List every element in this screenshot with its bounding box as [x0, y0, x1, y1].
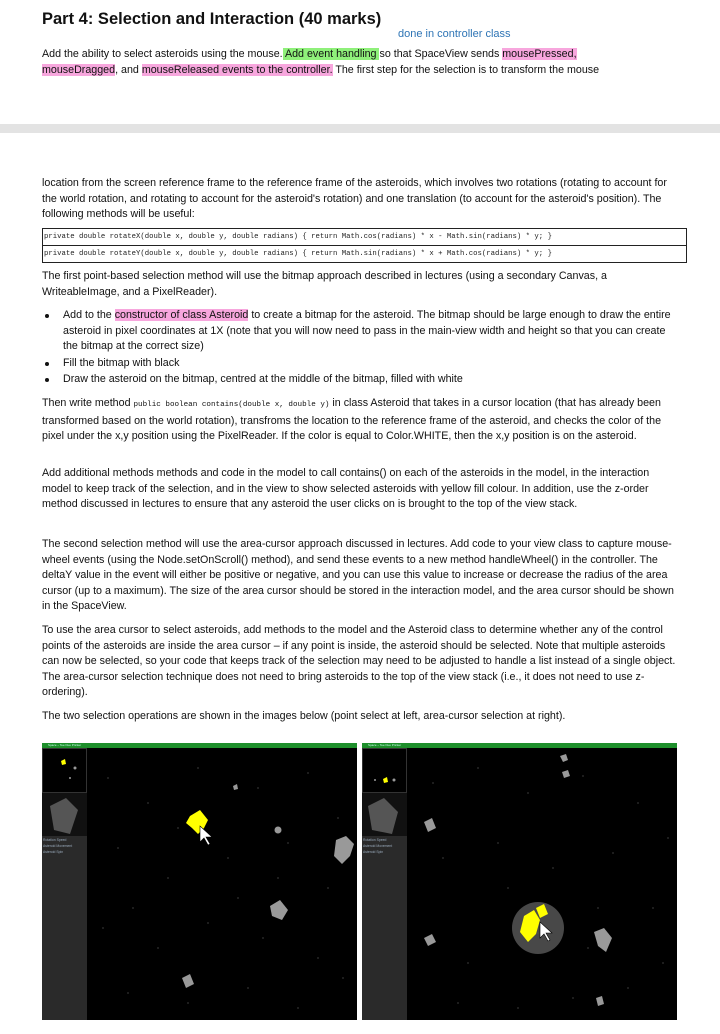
bullet-1-pre: Add to the [63, 309, 115, 321]
asteroid[interactable] [596, 996, 604, 1006]
sidebar-asteroid-svg [362, 794, 407, 836]
window-title: Space – Tee Duo Pricker [48, 743, 82, 747]
asteroid[interactable] [562, 770, 570, 778]
intro-text-3: , and [115, 63, 142, 76]
mouse-cursor-icon [200, 826, 212, 845]
bitmap-paragraph: The first point-based selection method will use the bitmap approach described in lectures (using a secondary Canvas, a WriteableImage, and a PixelReader). [42, 270, 607, 298]
asteroid[interactable] [560, 754, 568, 762]
bullet-1-post: to create a bitmap for the asteroid. The bitmap should be large enough to draw the entire asteroid in pixel coordinates at 1X (note that you will now need to pass in the main-view width and height so that you can create the bitmap at the correct size) [63, 309, 671, 353]
contains-paragraph [42, 396, 680, 445]
contains-code: public boolean contains(double x, double y) [133, 401, 330, 409]
space-view-canvas[interactable] [88, 748, 357, 1020]
control-panel [42, 836, 87, 1020]
asteroid[interactable] [270, 900, 288, 920]
page-title: Part 4: Selection and Interaction (40 marks) [42, 10, 382, 28]
minimap-asteroid [393, 779, 396, 782]
minimap-selected-asteroid [383, 777, 388, 783]
area-cursor-paragraph: To use the area cursor to select asteroids, add methods to the model and the Asteroid class to determine whether any of the control points of the asteroids are inside the area cursor – if any point is inside, the asteroid should be selected. Note that multiple asteroids can now be selected, so your code that keeps track of the selection may need to be adjusted to handle a list instead of a single object. The area-cursor selection technique does not need to bring asteroids to the top of the view stack (i.e., it does not need to use z-ordering). [42, 624, 676, 699]
sidebar [42, 748, 87, 1020]
minimap-asteroid [74, 767, 77, 770]
highlight-mouse-pressed: mousePressed, [502, 48, 577, 60]
starfield [427, 767, 668, 1008]
second-method-paragraph: The second selection method will use the area-cursor approach discussed in lectures. Add code to your view class to capture mouse-wheel events (using the Node.setOnScroll() method), and send these events to a new method handleWheel() in the controller. The deltaY value in the event will either be positive or negative, and you can use this value to increase or decrease the radius of the area cursor (up to a maximum). The size of the area cursor should be stored in the interaction model, and the area cursor should be shown in the SpaceView. [42, 538, 674, 613]
contains-pre: Then write method [42, 397, 134, 409]
minimap-svg [363, 749, 408, 794]
minimap [362, 748, 407, 793]
additional-paragraph: Add additional methods methods and code in the model to call contains() on each of the asteroids in the model, in the interaction model to keep track of the selection, and in the view to show selected asteroids with yellow fill colour. In addition, use the z-order method discussed in lectures to ensure that any asteroid the user clicks on is brought to the top of the view stack. [42, 467, 650, 511]
minimap [42, 748, 87, 793]
sidebar-asteroid [50, 798, 78, 834]
code-line-rotatex: private double rotateX(double x, double y, double radians) { return Math.cos(radians) * x - Math.sin(radians) * y; } [43, 229, 686, 246]
contains-post: in class Asteroid that takes in a cursor location (that has already been transformed based on the world rotation), transfroms the location to the reference frame of the asteroid, and checks the color of the pixel under the x,y position using the PixelReader. If the color is equal to Color.WHITE, then the x,y position is on the asteroid. [42, 397, 662, 443]
list-item: Draw the asteroid on the bitmap, centred at the middle of the bitmap, filled with white [42, 372, 682, 388]
space-view-canvas[interactable] [408, 748, 677, 1020]
rotation-speed-label: Rotation Speed [363, 838, 387, 842]
bullet-list [42, 308, 682, 389]
starfield [102, 767, 343, 1008]
highlight-event-handling: Add event handling [282, 48, 380, 60]
asteroid[interactable] [424, 934, 436, 946]
window-title: Space – Tee Duo Pricker [368, 743, 402, 747]
sidebar-asteroid-svg [42, 794, 87, 836]
annotation-note: done in controller class [398, 28, 511, 40]
area-cursor-screenshot [362, 743, 677, 1020]
asteroid[interactable] [275, 827, 282, 834]
intro-paragraph [42, 47, 680, 78]
control-panel [362, 836, 407, 1020]
intro-text-1: Add the ability to select asteroids using the mouse. [42, 48, 283, 60]
minimap-asteroid [374, 779, 376, 781]
point-select-screenshot [42, 743, 357, 1020]
minimap-selected-asteroid [61, 759, 66, 765]
sidebar [362, 748, 407, 1020]
asteroid[interactable] [233, 784, 238, 790]
intro-text-4: The first step for the selection is to transform the mouse [332, 63, 600, 76]
asteroid[interactable] [182, 974, 194, 988]
code-line-rotatey: private double rotateY(double x, double y, double radians) { return Math.sin(radians) * x + Math.cos(radians) * y; } [44, 250, 552, 258]
asteroid-movement-checkbox[interactable]: Asteroid Movement [43, 844, 73, 848]
highlight-mouse-dragged: mouseDragged [42, 63, 116, 76]
minimap-asteroid [69, 777, 71, 779]
list-item [42, 308, 682, 355]
location-paragraph: location from the screen reference frame to the reference frame of the asteroids, which involves two rotations (rotating to account for the world rotation, and rotating to account for the asteroid's rotation) and one translation (to account for the asteroid's position). The following methods will be useful: [42, 177, 667, 221]
page-break-separator [0, 124, 720, 133]
asteroid-spin-checkbox[interactable]: Asteroid Spin [363, 850, 384, 854]
sidebar-asteroid [368, 798, 398, 834]
asteroid[interactable] [594, 928, 612, 952]
highlight-constructor: constructor of class Asteroid [114, 309, 249, 321]
list-item: Fill the bitmap with black [42, 356, 682, 372]
intro-text-2: so that SpaceView sends [379, 48, 503, 60]
highlight-mouse-released: mouseReleased events to the controller. [141, 63, 333, 76]
asteroid-spin-checkbox[interactable]: Asteroid Spin [43, 850, 64, 854]
asteroid-movement-checkbox[interactable]: Asteroid Movement [363, 844, 393, 848]
images-paragraph: The two selection operations are shown in the images below (point select at left, area-cursor selection at right). [42, 710, 566, 722]
rotation-speed-label: Rotation Speed [43, 838, 67, 842]
asteroid[interactable] [334, 836, 354, 864]
minimap-svg [43, 749, 88, 794]
code-box [42, 228, 687, 263]
asteroid[interactable] [424, 818, 436, 832]
